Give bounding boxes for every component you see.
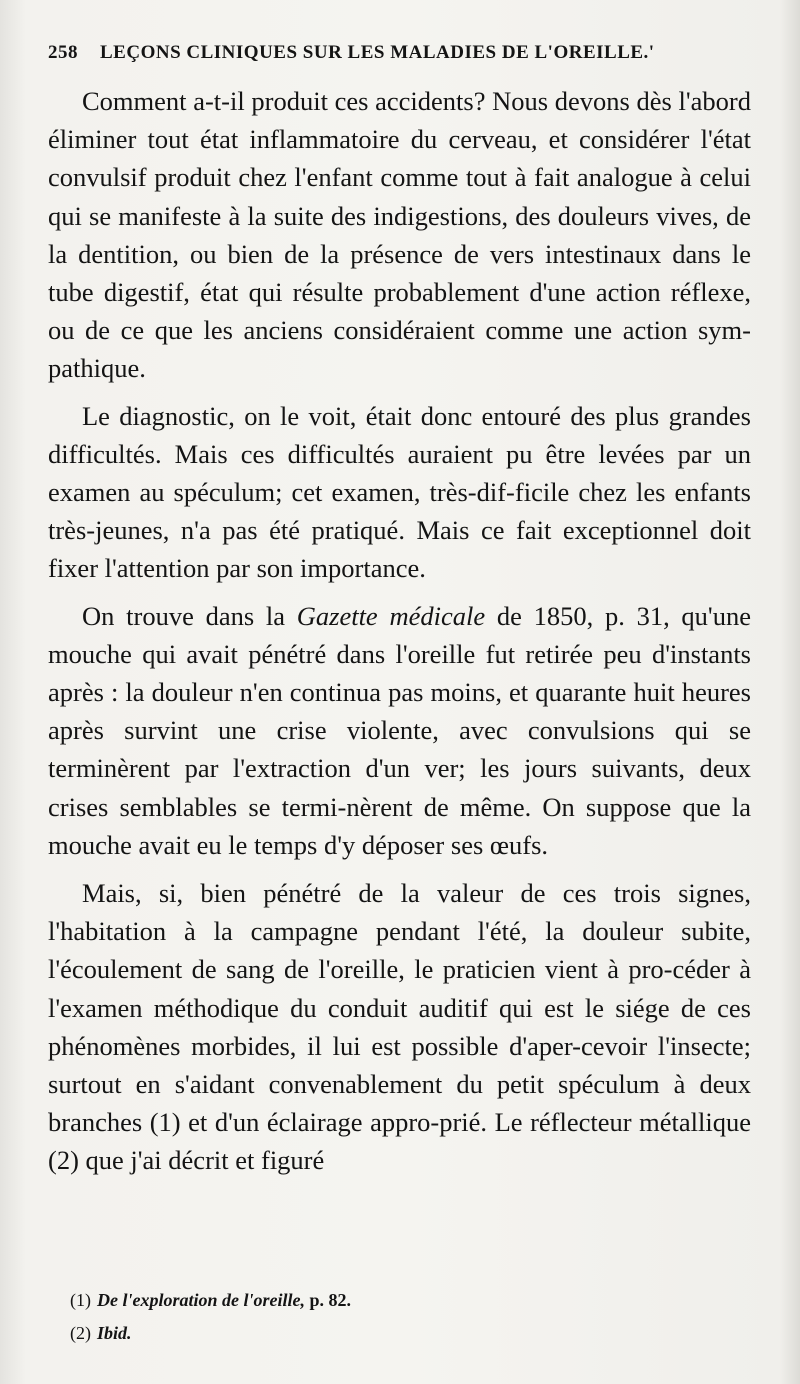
- paragraph-text: de 1850, p. 31, qu'une mouche qui avait pénétré dans l'oreille fut retirée peu d'instants après : la douleur n'en continua pas moins, et quarante huit heures après survint une crise violente, avec convulsions qui se terminèrent par l'extraction d'un ver; les jours suivants, deux crises semblables se termi-nèrent de même. On suppose que la mouche avait eu le temps d'y déposer ses œufs.: [48, 600, 751, 860]
- footnote: [70, 1284, 351, 1317]
- paragraph-text: On trouve dans la: [82, 600, 297, 631]
- footnote-text: Ibid.: [97, 1323, 132, 1343]
- running-title: LEÇONS CLINIQUES SUR LES MALADIES DE L'OREILLE.': [100, 42, 655, 63]
- paragraph: [48, 397, 751, 588]
- journal-title: Gazette médicale: [296, 600, 486, 631]
- paragraph: [48, 82, 751, 388]
- footnotes: [70, 1284, 351, 1350]
- body-text: [48, 82, 751, 1180]
- paragraph-text: Mais, si, bien pénétré de la valeur de ces trois signes, l'habitation à la campagne pendant l'été, la douleur subite, l'écoulement de sang de l'oreille, le praticien vient à pro-céder à l'examen méthodique du conduit auditif qui est le siége de ces phénomènes morbides, il lui est possible d'aper-cevoir l'insecte; surtout en s'aidant convenablement du petit spéculum à deux branches (1) et d'un éclairage appro-prié. Le réflecteur métallique (2) que j'ai décrit et figuré: [48, 878, 751, 1176]
- footnote-marker: (2): [70, 1323, 91, 1343]
- paragraph-text: Comment a-t-il produit ces accidents? Nous devons dès l'abord éliminer tout état inflammatoire du cerveau, et considérer l'état convulsif produit chez l'enfant comme tout à fait analogue à celui qui se manifeste à la suite des indigestions, des douleurs vives, de la dentition, ou bien de la présence de vers intestinaux dans le tube digestif, état qui résulte probablement d'une action réflexe, ou de ce que les anciens considéraient comme une action sym-pathique.: [48, 86, 751, 384]
- paragraph: [48, 597, 751, 864]
- running-header: [48, 42, 760, 64]
- paragraph: [48, 874, 751, 1180]
- footnote-marker: (1): [70, 1290, 91, 1310]
- page-number: 258: [48, 42, 78, 63]
- footnote-tail: p. 82.: [304, 1290, 351, 1310]
- footnote: [70, 1317, 351, 1350]
- footnote-text: De l'exploration de l'oreille,: [97, 1290, 305, 1310]
- paragraph-text: Le diagnostic, on le voit, était donc entouré des plus grandes difficultés. Mais ces difficultés auraient pu être levées par un examen au spéculum; cet examen, très-dif-ficile chez les enfants très-jeunes, n'a pas été pratiqué. Mais ce fait exceptionnel doit fixer l'attention par son importance.: [48, 400, 751, 584]
